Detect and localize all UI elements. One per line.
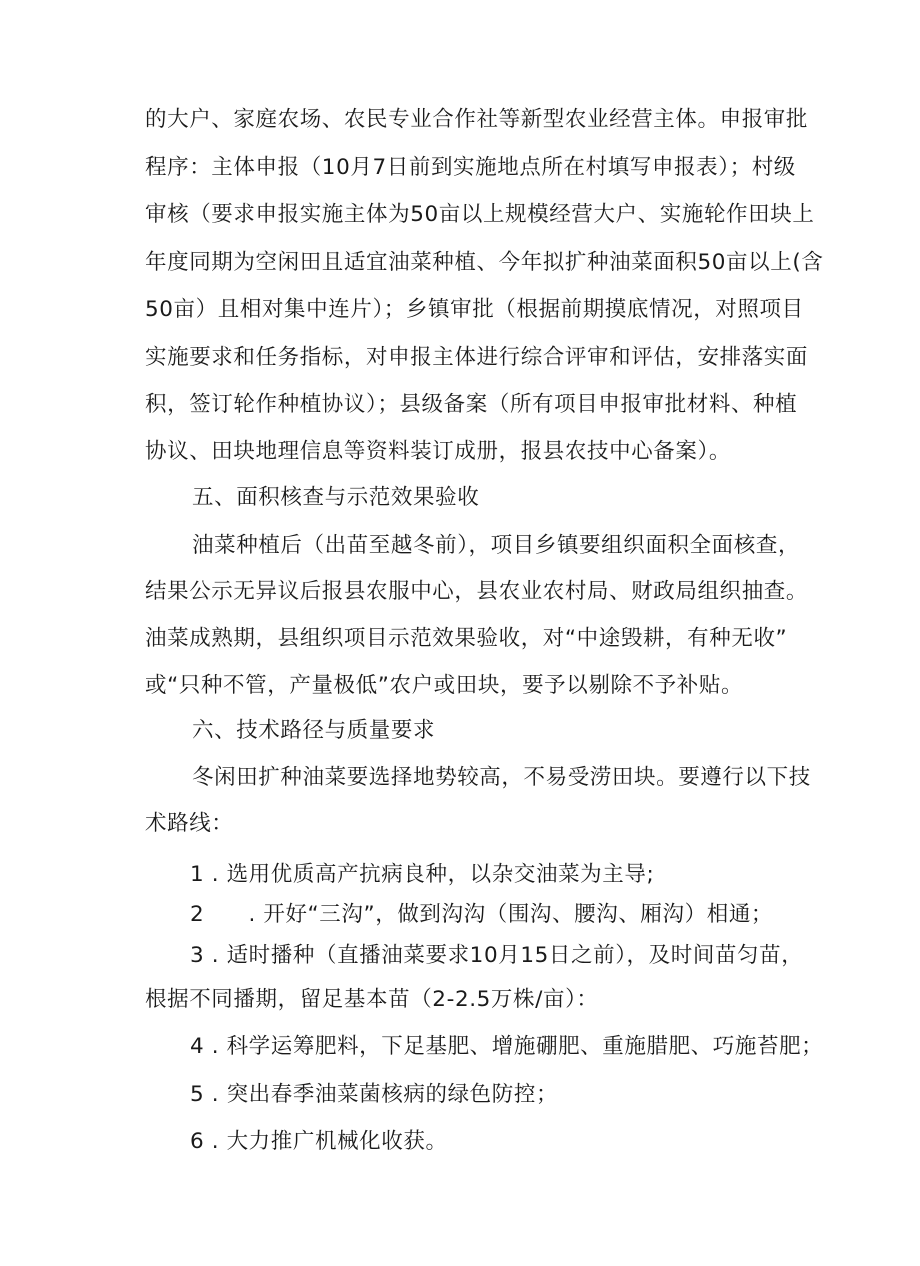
- section-heading: 五、面积核查与示范效果验收: [192, 485, 480, 510]
- list-item: 5 . 突出春季油菜菌核病的绿色防控；: [190, 1082, 559, 1107]
- paragraph-line: 的大户、家庭农场、农民专业合作社等新型农业经营主体。申报审批: [145, 107, 809, 132]
- list-item: 4 . 科学运筹肥料，下足基肥、增施硼肥、重施腊肥、巧施苔肥；: [190, 1034, 824, 1059]
- paragraph-line: 积，签订轮作种植协议）；县级备案（所有项目申报审批材料、种植: [145, 392, 798, 417]
- list-item: 3 . 适时播种（直播油菜要求10月15日之前），及时间苗匀苗，: [190, 943, 804, 968]
- paragraph-line: 油菜成熟期，县组织项目示范效果验收，对“中途毁耕，有种无收”: [145, 626, 788, 651]
- paragraph-line: 50亩）且相对集中连片）；乡镇审批（根据前期摸底情况，对照项目: [145, 297, 804, 322]
- list-item: 6 . 大力推广机械化收获。: [190, 1129, 448, 1154]
- section-heading: 六、技术路径与质量要求: [192, 718, 436, 743]
- paragraph-line: 程序：主体申报（10月7日前到实施地点所在村填写申报表）；村级: [145, 155, 796, 180]
- paragraph-line: 年度同期为空闲田且适宜油菜种植、今年拟扩种油菜面积50亩以上(含: [145, 250, 824, 275]
- paragraph-line: 术路线：: [145, 811, 234, 836]
- paragraph-line: 协议、田块地理信息等资料装订成册，报县农技中心备案）。: [145, 439, 731, 464]
- paragraph-line: 审核（要求申报实施主体为50亩以上规模经营大户、实施轮作田块上: [145, 202, 815, 227]
- list-item: 2 . 开好“三沟”，做到沟沟（围沟、腰沟、厢沟）相通；: [190, 902, 774, 927]
- list-item: 1 . 选用优质高产抗病良种，以杂交油菜为主导;: [190, 862, 655, 887]
- paragraph-line: 或“只种不管，产量极低”农户或田块，要予以剔除不予补贴。: [145, 673, 744, 698]
- list-item-continuation: 根据不同播期，留足基本苗（2-2.5万株/亩）：: [145, 987, 599, 1012]
- paragraph-line: 结果公示无异议后报县农服中心，县农业农村局、财政局组织抽查。: [145, 579, 809, 604]
- paragraph-line: 油菜种植后（出苗至越冬前），项目乡镇要组织面积全面核查，: [192, 533, 801, 558]
- paragraph-line: 冬闲田扩种油菜要选择地势较高，不易受涝田块。要遵行以下技: [192, 765, 811, 790]
- paragraph-line: 实施要求和任务指标，对申报主体进行综合评审和评估，安排落实面: [145, 345, 809, 370]
